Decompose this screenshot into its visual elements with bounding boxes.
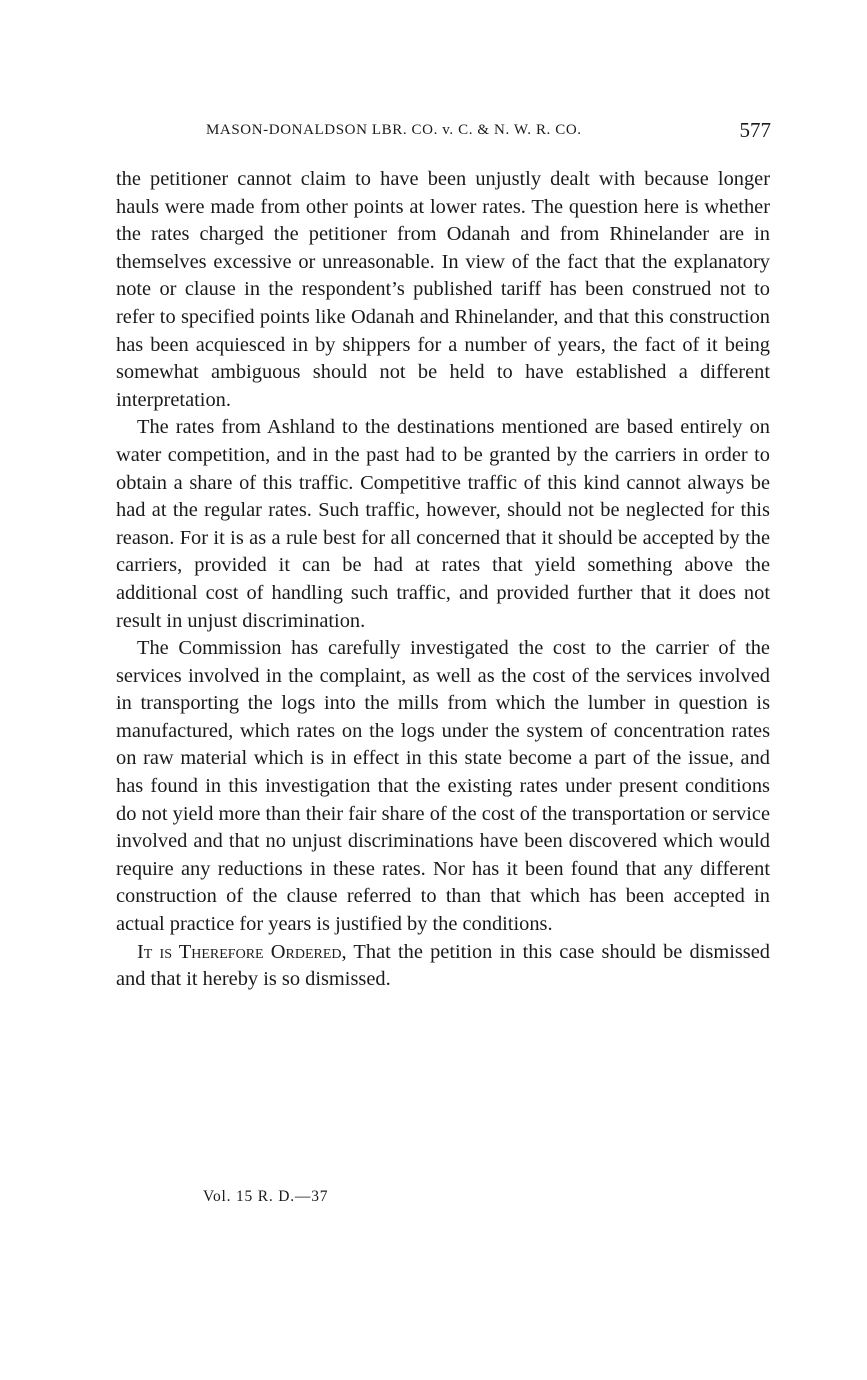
footer-signature: Vol. 15 R. D.—37 bbox=[203, 1188, 329, 1205]
body-text bbox=[116, 166, 770, 994]
page-number: 577 bbox=[739, 118, 771, 142]
running-title: MASON-DONALDSON LBR. CO. v. C. & N. W. R. CO. bbox=[206, 122, 582, 138]
paragraph-2: The rates from Ashland to the destinations mentioned are based entirely on water competition, and in the past had to be granted by the carriers in order to obtain a share of this traffic. Competitive traffic of this kind cannot always be had at the regular rates. Such traffic, however, should not be neglected for this reason. For it is as a rule best for all concerned that it should be accepted by the carriers, provided it can be had at rates that yield something above the additional cost of handling such traffic, and provided further that it does not result in unjust discrimination. bbox=[116, 416, 770, 632]
running-head bbox=[206, 118, 771, 148]
order-text: That the petition in this case should be dismissed and that it hereby is so dismissed. bbox=[116, 940, 770, 991]
order-lead: It is Therefore Ordered, bbox=[137, 940, 347, 963]
paragraph-1: the petitioner cannot claim to have been unjustly dealt with because longer hauls were made from other points at lower rates. The question here is whether the rates charged the petitioner from Odanah and from Rhinelander are in themselves excessive or unreasonable. In view of the fact that the explanatory note or clause in the respondent’s published tariff has been construed not to refer to specified points like Odanah and Rhinelander, and that this construction has been acquiesced in by shippers for a number of years, the fact of it being somewhat ambiguous should not be held to have established a different interpretation. bbox=[116, 168, 770, 411]
paragraph-4 bbox=[116, 939, 770, 994]
paragraph-3: The Commission has carefully investigated the cost to the carrier of the services involved in the complaint, as well as the cost of the services involved in transporting the logs into the mills from which the lumber in question is manufactured, which rates on the logs under the system of concentration rates on raw material which is in effect in this state become a part of the issue, and has found in this investigation that the existing rates under present conditions do not yield more than their fair share of the cost of the transportation or service involved and that no unjust discriminations have been discovered which would require any reductions in these rates. Nor has it been found that any different construction of the clause referred to than that which has been accepted in actual practice for years is justified by the conditions. bbox=[116, 637, 770, 936]
